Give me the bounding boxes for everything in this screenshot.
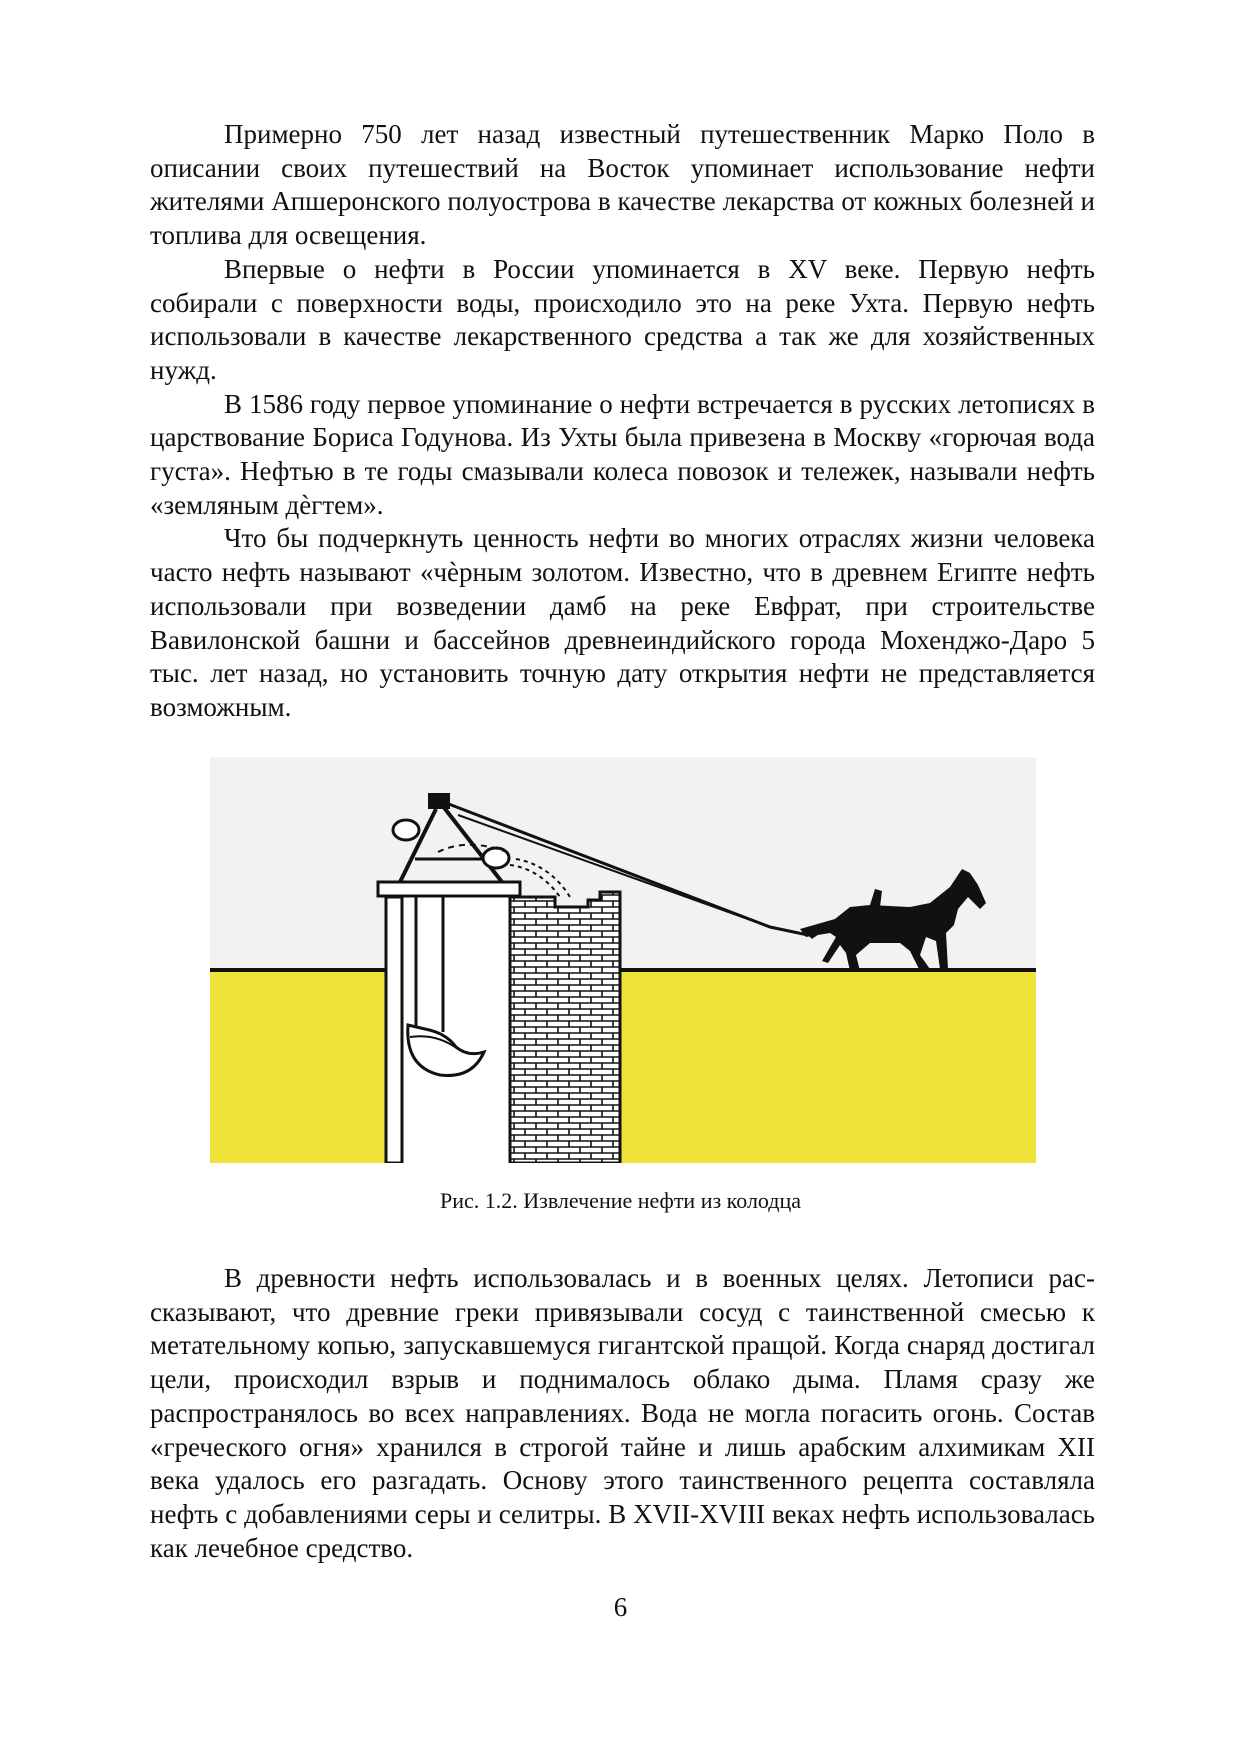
page-number: 6 (613, 1592, 628, 1622)
well-brick-wall (510, 892, 620, 1163)
paragraph: Впервые о нефти в России упоминается в XV веке. Первую нефть собирали с поверхности воды, происходило это на реке Ухта. Первую нефть использовали в качестве лекарственного средства а так же для хозяйственных нужд. (150, 253, 1095, 385)
paragraph: Что бы подчеркнуть ценность нефти во многих отраслях жизни человека часто нефть называют «чѐрным золотом. Известно, что в древнем Египте нефть использовали при возведении дамб на реке Евфрат, при строительстве Вавилонской башни и бассейнов древнеиндийского города Мохенджо-Даро 5 тыс. лет назад, но установить точную дату открытия нефти не представляется возможным. (150, 523, 1095, 722)
paragraph: В 1586 году первое упоминание о нефти встречается в русских летописях в царствование Бориса Годунова. Из Ухты была привезена в Москву «горючая вода густа». Нефтью в те годы смазывали колеса повозок и тележек, называли нефть «земляным дѐгтем». (150, 388, 1095, 520)
ground-soil (210, 970, 1036, 1163)
well-top-plank (378, 882, 520, 896)
figure-oil-well-illustration (210, 757, 1036, 1163)
frame-top-block (428, 793, 450, 809)
body-text-bottom (150, 1262, 1095, 1565)
paragraph: В древности нефть использовалась и в военных целях. Летописи рассказывают, что древние греки привязывали сосуд с таинственной смесью к метательному копью, запускавшемуся гигантской пращой. Когда снаряд достигал цели, происходил взрыв и поднималось облако дыма. Пламя сразу же распространялось во всех направлениях. Вода не могла погасить огонь. Состав «греческого огня» хранился в строгой тайне и лишь арабским алхимикам XII века удалось его разгадать. Основу этого таинственного рецепта составляла нефть с добавлениями серы и селитры. В XVII-XVIII веках нефть использовалась как лечебное средство. (150, 1263, 1095, 1563)
body-text-top (150, 118, 1095, 725)
paragraph: Примерно 750 лет назад известный путешественник Марко Поло в описании своих путешествий на Восток упоминает использование нефти жителями Апшеронского полуострова в качестве лекарства от кожных болезней и топлива для освещения. (150, 119, 1095, 251)
pulley-left (393, 820, 419, 840)
well-left-wall (386, 897, 402, 1163)
figure-caption: Рис. 1.2. Извлечение нефти из колодца (439, 1188, 802, 1213)
